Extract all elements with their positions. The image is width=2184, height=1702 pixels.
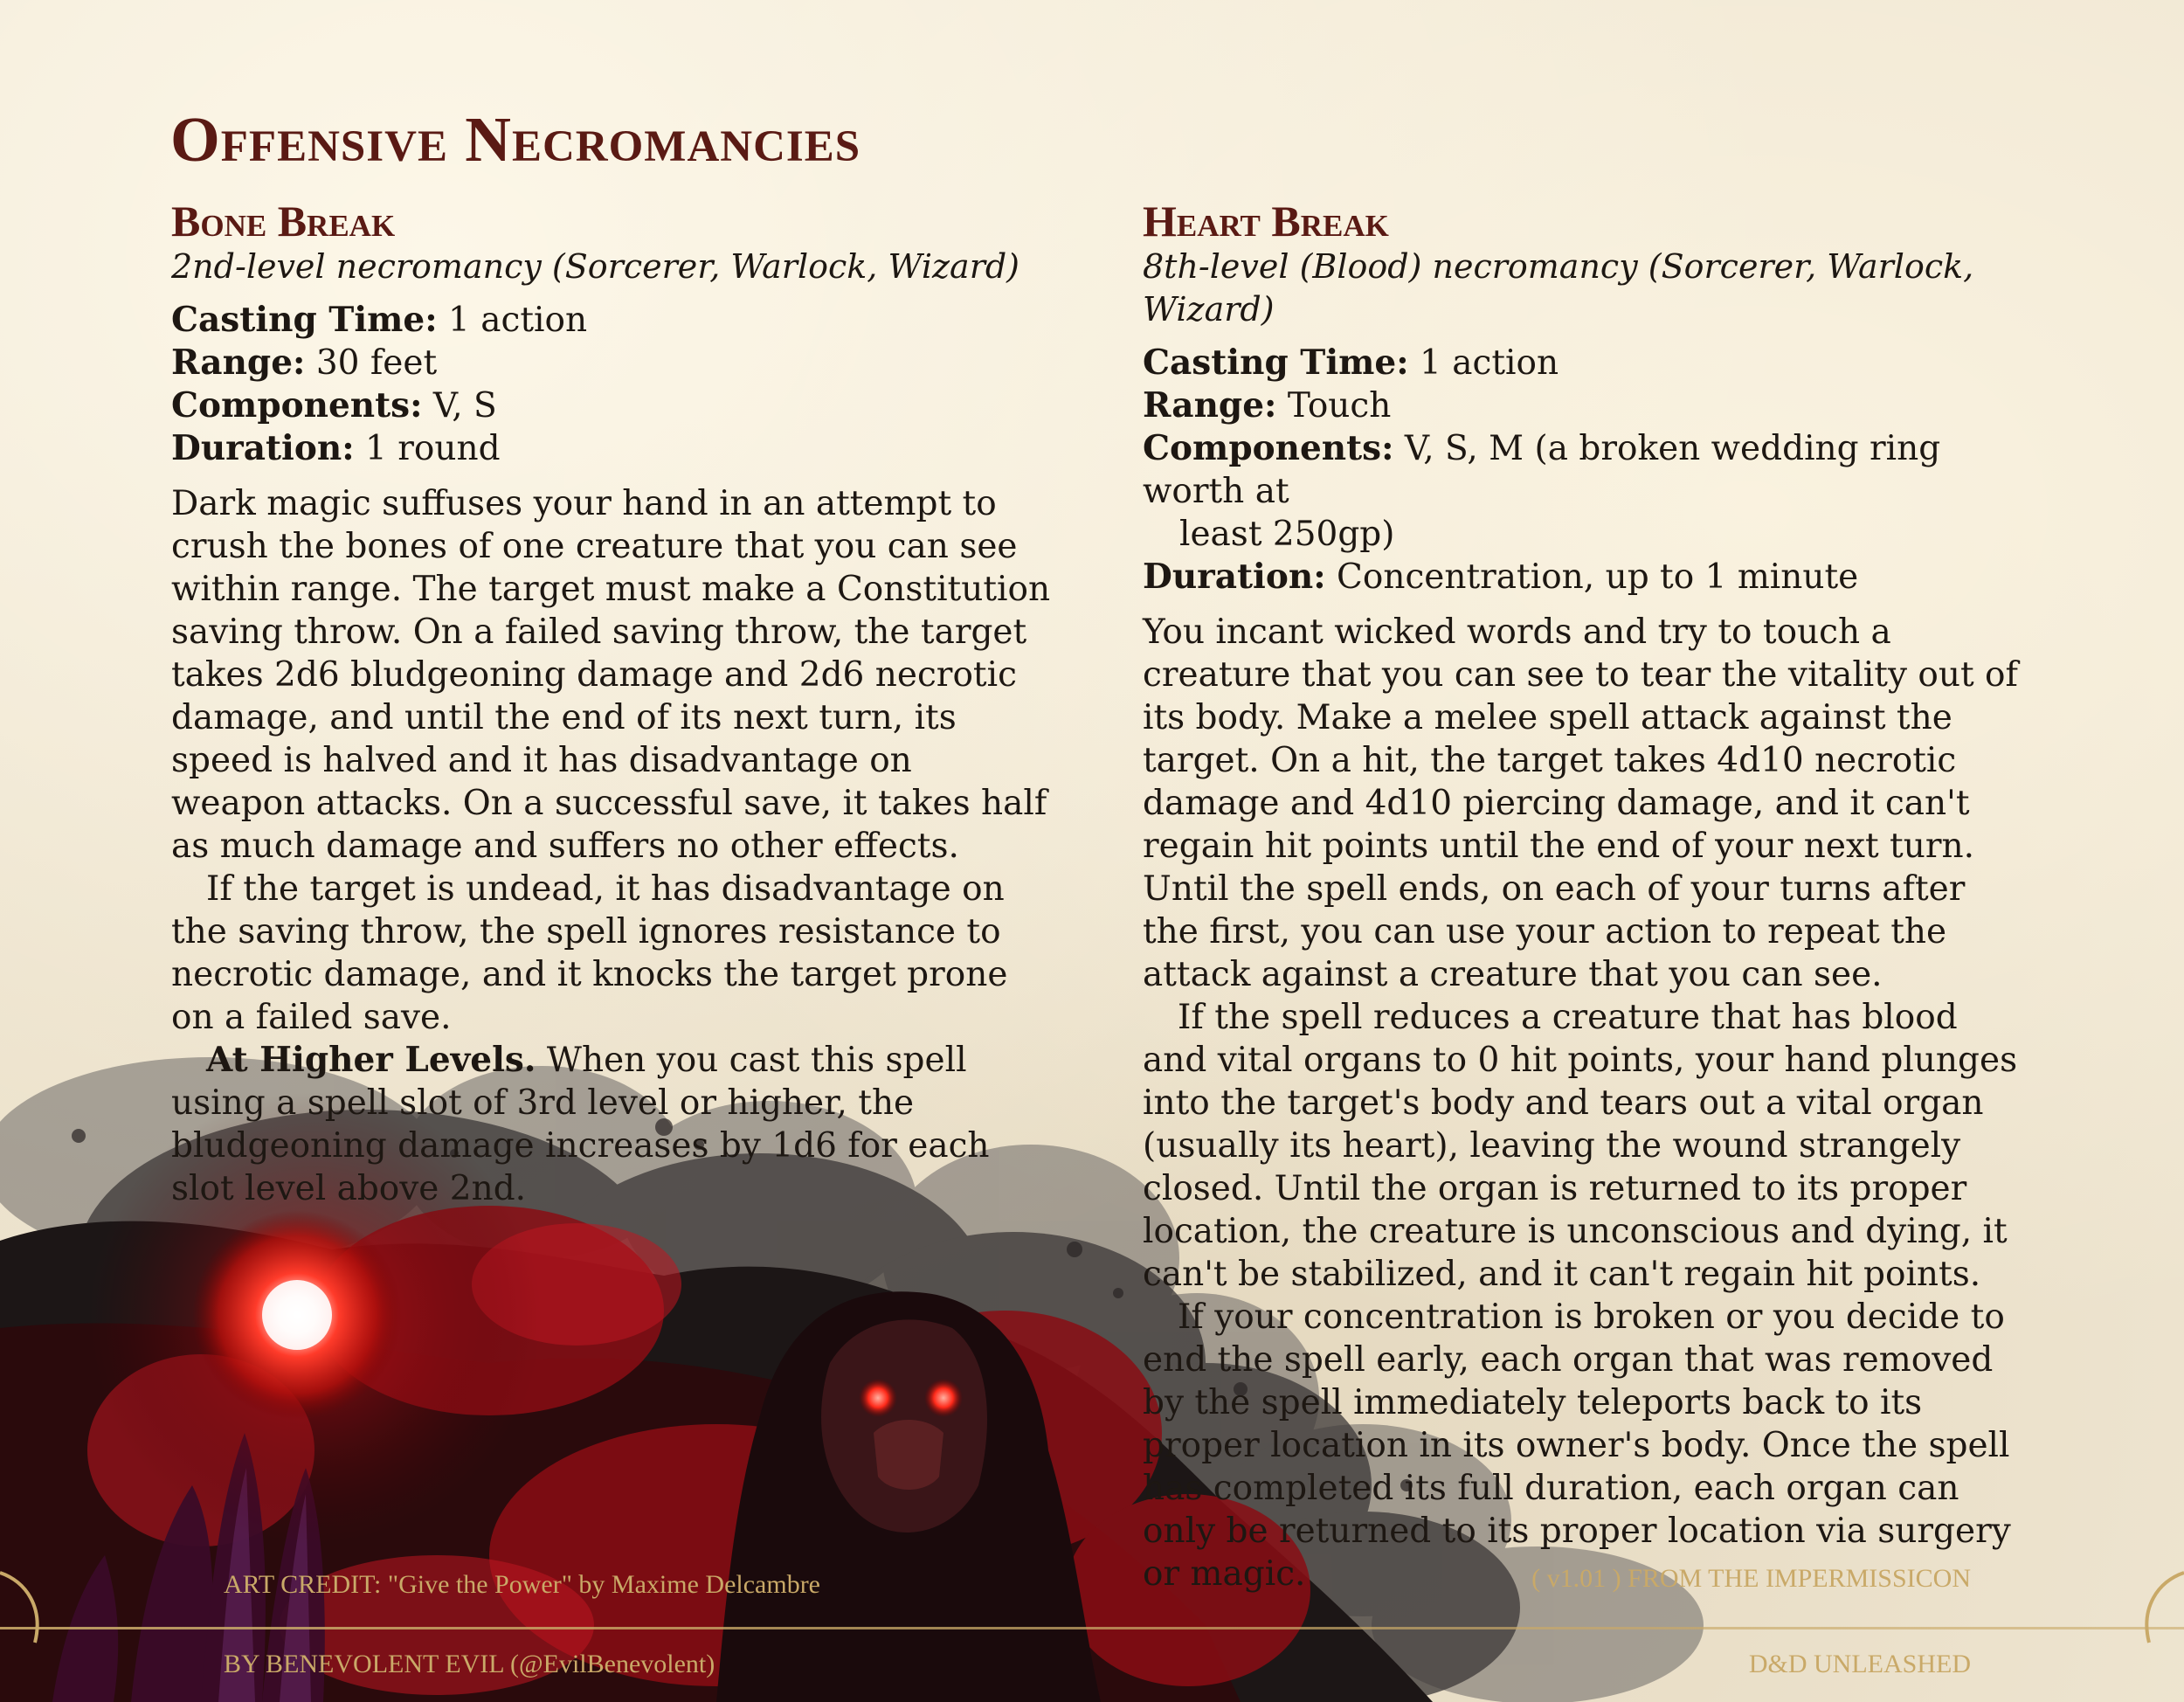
range-label: Range:: [171, 342, 306, 383]
spell-school: 2nd-level necromancy (Sorcerer, Warlock, Wizard): [171, 247, 1020, 286]
higher-levels: [171, 1039, 1054, 1210]
footer-rule: [0, 1627, 2184, 1629]
duration-label: Duration:: [1143, 557, 1326, 597]
spell-description: If the target is undead, it has disadvantage on the saving throw, the spell ignores resistance to necrotic damage, and it knocks the target prone on a failed save.: [171, 869, 1008, 1037]
spell-description: If the spell reduces a creature that has blood and vital organs to 0 hit points, your hand plunges into the target's body and tears out a vital organ (usually its heart), leaving the wound strangely closed. Until the organ is returned to its proper location, the creature is unconscious and dying, it can't be stabilized, and it can't regain hit points.: [1143, 998, 2018, 1294]
duration-value: Concentration, up to 1 minute: [1337, 557, 1859, 597]
range-value: Touch: [1287, 386, 1392, 426]
duration: [1143, 556, 2025, 598]
higher-levels-text: When you cast this spell using a spell slot of 3rd level or higher, the bludgeoning damage increases by 1d6 for each slot level above 2nd.: [171, 1041, 990, 1208]
casting-time-label: Casting Time:: [171, 300, 438, 340]
spell-bone-break: [171, 197, 1054, 1210]
range-value: 30 feet: [315, 343, 438, 383]
components-value: V, S: [432, 386, 497, 426]
casting-time: [1143, 342, 2025, 384]
range: [171, 342, 1054, 384]
components-continued: least 250gp): [1179, 515, 1395, 554]
spell-name: Bone Break: [171, 197, 396, 246]
components-value: V, S, M (a broken wedding ring worth at: [1143, 429, 1941, 511]
spell-school: 8th-level (Blood) necromancy (Sorcerer, Warlock, Wizard): [1143, 247, 1974, 329]
components: [171, 384, 1054, 427]
art-credit: ART CREDIT: "Give the Power" by Maxime Delcambre: [224, 1570, 820, 1599]
duration-value: 1 round: [365, 429, 501, 468]
spell-description: You incant wicked words and try to touch a creature that you can see to tear the vitality out of its body. Make a melee spell attack against the target. On a hit, the target takes 4d10 necrotic damage and 4d10 piercing damage, and it can't regain hit points until the end of your next turn. Until the spell ends, on each of your turns after the first, you can use your action to repeat the attack against a creature that you can see.: [1143, 612, 2018, 994]
spell-heart-break: [1143, 197, 2025, 1595]
spell-description: If your concentration is broken or you decide to end the spell early, each organ that was removed by the spell immediately teleports back to its proper location in its owner's body. Once the spell has completed its full duration, each organ can only be returned to its proper location via surgery or magic.: [1143, 1297, 2011, 1594]
components-label: Components:: [171, 385, 423, 426]
components-label: Components:: [1143, 428, 1394, 468]
casting-time-label: Casting Time:: [1143, 342, 1409, 383]
casting-time: [171, 299, 1054, 342]
version-label: ( v1.01 ) FROM THE IMPERMISSICON: [1531, 1564, 1971, 1593]
components: [1143, 427, 2025, 513]
range-label: Range:: [1143, 385, 1277, 426]
casting-time-value: 1 action: [448, 301, 588, 340]
spell-name: Heart Break: [1143, 197, 1389, 246]
higher-levels-label: At Higher Levels.: [206, 1040, 536, 1080]
duration: [171, 427, 1054, 470]
publication-name: D&D UNLEASHED: [1748, 1650, 1971, 1678]
spell-description: Dark magic suffuses your hand in an attempt to crush the bones of one creature that you can see within range. The target must make a Constitution saving throw. On a failed saving throw, the target takes 2d6 bludgeoning damage and 2d6 necrotic damage, and until the end of its next turn, its speed is halved and it has disadvantage on weapon attacks. On a successful save, it takes half as much damage and suffers no other effects.: [171, 484, 1051, 866]
casting-time-value: 1 action: [1420, 343, 1559, 383]
range: [1143, 384, 2025, 427]
page-title: Offensive Necromancies: [170, 104, 861, 175]
duration-label: Duration:: [171, 428, 355, 468]
author-credit: BY BENEVOLENT EVIL (@EvilBenevolent): [224, 1650, 715, 1678]
